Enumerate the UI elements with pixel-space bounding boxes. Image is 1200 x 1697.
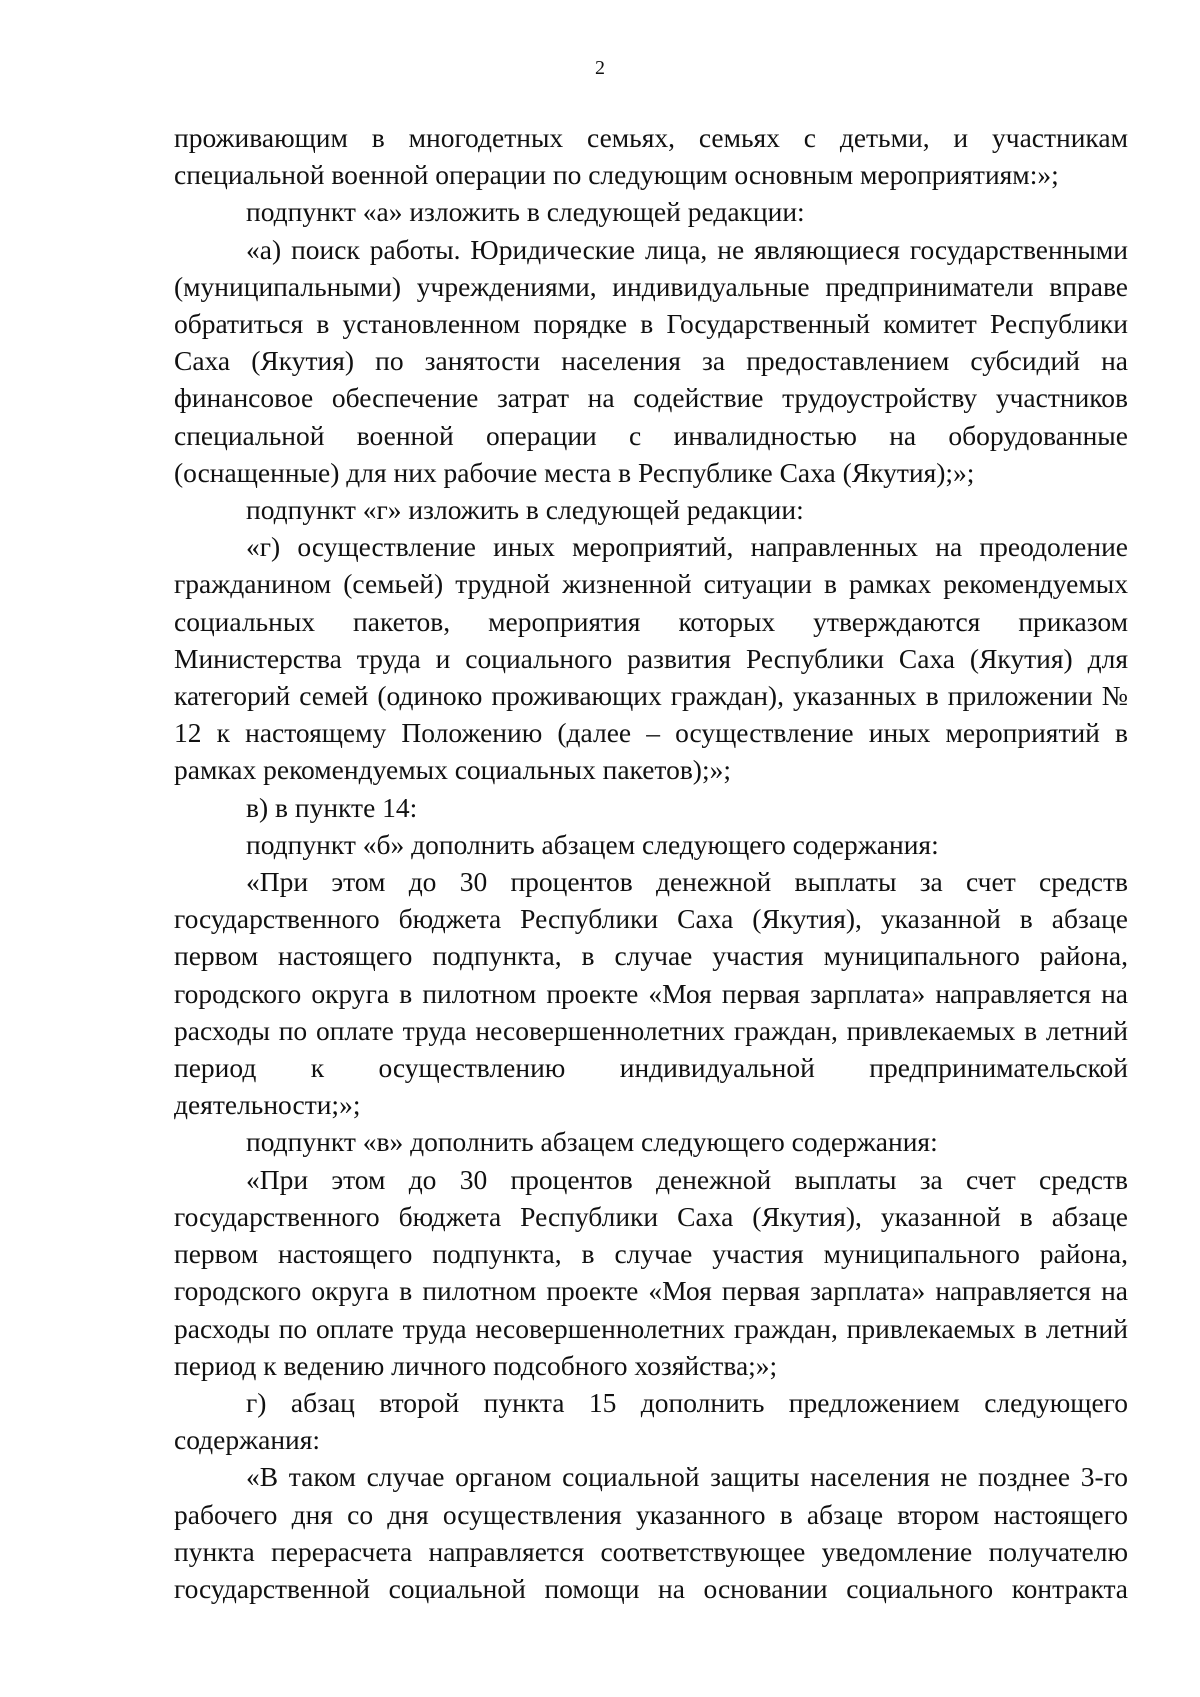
paragraph-continuation: проживающим в многодетных семьях, семьях с детьми, и участникам специальной военной операции по следующим основным мероприятиям:»;: [174, 122, 1128, 191]
paragraph-item-g-text: «В таком случае органом социальной защиты населения не позднее 3-го рабочего дня со дня осуществления указанного в абзаце втором настоящего пункта перерасчета направляется соответствующее уведомление получателю государственной социальной помощи на основании социального контракта: [174, 1461, 1128, 1604]
paragraph-item-v: в) в пункте 14:: [246, 791, 418, 823]
paragraph-subitem-a-text: «а) поиск работы. Юридические лица, не являющиеся государственными (муниципальными) учреждениями, индивидуальные предприниматели вправе обратиться в установленном порядке в Государственный комитет Республики Саха (Якутия) по занятости населения за предоставлением субсидий на финансовое обеспечение затрат на содействие трудоустройству участников специальной военной операции с инвалидностью на оборудованные (оснащенные) для них рабочие места в Республике Саха (Якутия);»;: [174, 233, 1128, 488]
paragraph-subitem-b-text: «При этом до 30 процентов денежной выплаты за счет средств государственного бюджета Республики Саха (Якутия), указанной в абзаце первом настоящего подпункта, в случае участия муниципального района, городского округа в пилотном проекте «Моя первая зарплата» направляется на расходы по оплате труда несовершеннолетних граждан, привлекаемых в летний период к осуществлению индивидуальной предпринимательской деятельности;»;: [174, 866, 1128, 1121]
paragraph-subitem-v-instruction: подпункт «в» дополнить абзацем следующего содержания:: [246, 1126, 938, 1158]
document-body: [174, 119, 1128, 1607]
paragraph-subitem-v-text: «При этом до 30 процентов денежной выплаты за счет средств государственного бюджета Республики Саха (Якутия), указанной в абзаце первом настоящего подпункта, в случае участия муниципального района, городского округа в пилотном проекте «Моя первая зарплата» направляется на расходы по оплате труда несовершеннолетних граждан, привлекаемых в летний период к ведению личного подсобного хозяйства;»;: [174, 1163, 1128, 1381]
paragraph-subitem-a-instruction: подпункт «а» изложить в следующей редакции:: [246, 196, 805, 228]
paragraph-subitem-g-text: «г) осуществление иных мероприятий, направленных на преодоление гражданином (семьей) трудной жизненной ситуации в рамках рекомендуемых социальных пакетов, мероприятия которых утверждаются приказом Министерства труда и социального развития Республики Саха (Якутия) для категорий семей (одиноко проживающих граждан), указанных в приложении № 12 к настоящему Положению (далее – осуществление иных мероприятий в рамках рекомендуемых социальных пакетов);»;: [174, 531, 1128, 786]
paragraph-item-g: г) абзац второй пункта 15 дополнить предложением следующего содержания:: [174, 1386, 1128, 1456]
paragraph-subitem-b-instruction: подпункт «б» дополнить абзацем следующего содержания:: [246, 828, 939, 860]
page-number: 2: [595, 57, 605, 79]
paragraph-subitem-g-instruction: подпункт «г» изложить в следующей редакции:: [246, 494, 804, 526]
